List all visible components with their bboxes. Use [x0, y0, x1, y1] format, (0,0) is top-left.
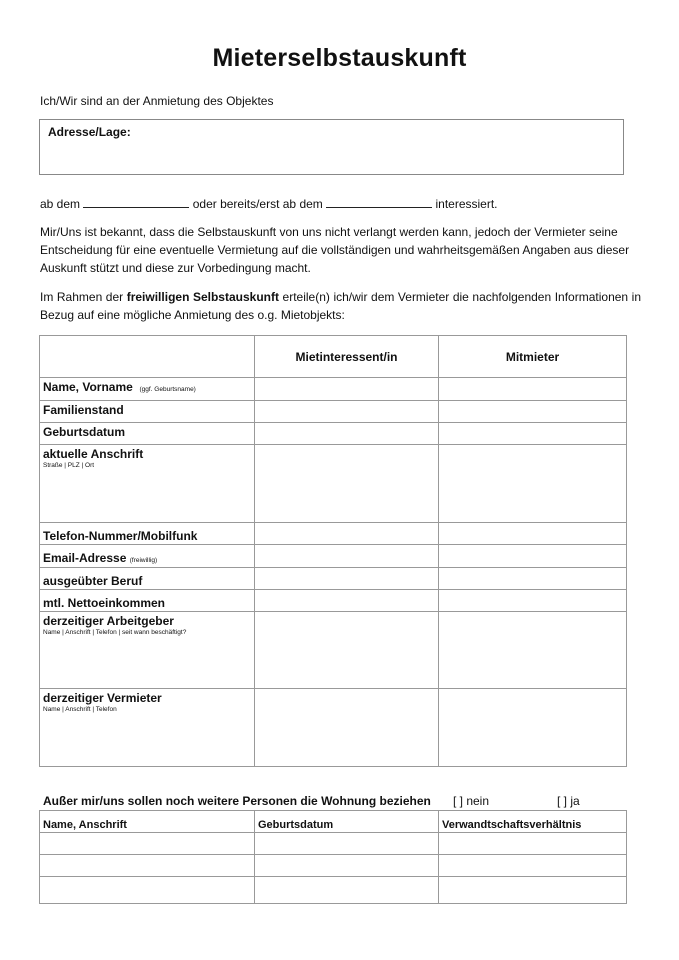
co-tenant-cell[interactable] — [439, 590, 627, 612]
applicant-cell[interactable] — [255, 545, 439, 568]
co-tenant-cell[interactable] — [439, 523, 627, 545]
header-co-tenant: Mitmieter — [439, 336, 627, 378]
address-field[interactable] — [39, 119, 624, 175]
table-row — [40, 689, 627, 767]
row-label-note: (ggf. Geburtsname) — [139, 386, 196, 393]
row-label-text: aktuelle Anschrift — [43, 447, 144, 461]
row-label-text: ausgeübter Beruf — [43, 574, 143, 588]
name-address-cell[interactable] — [40, 833, 255, 855]
applicant-cell[interactable] — [255, 378, 439, 401]
voluntary-paragraph — [40, 288, 641, 324]
row-label — [40, 612, 255, 689]
table-row — [40, 523, 627, 545]
row-label-text: Telefon-Nummer/Mobilfunk — [43, 529, 198, 543]
applicant-cell[interactable] — [255, 523, 439, 545]
row-label-text: Geburtsdatum — [43, 425, 126, 439]
applicant-cell[interactable] — [255, 612, 439, 689]
row-label-text: Email-Adresse — [43, 551, 127, 565]
row-label — [40, 590, 255, 612]
row-label — [40, 523, 255, 545]
disclaimer-line: Auskunft stützt und diese zur Vorbedingung macht. — [40, 261, 311, 275]
disclaimer-line: Mir/Uns ist bekannt, dass die Selbstauskunft von uns nicht verlangt werden kann, jedoch der Vermieter seine — [40, 225, 618, 239]
row-label — [40, 401, 255, 423]
table-row — [40, 855, 627, 877]
co-tenant-cell[interactable] — [439, 445, 627, 523]
date-suffix: interessiert. — [435, 197, 498, 211]
header-applicant: Mietinteressent/in — [255, 336, 439, 378]
header-empty-cell — [40, 336, 255, 378]
applicant-table — [39, 335, 627, 767]
table-row — [40, 401, 627, 423]
table-row — [40, 423, 627, 445]
birthdate-cell[interactable] — [255, 877, 439, 904]
applicant-cell[interactable] — [255, 445, 439, 523]
voluntary-line-1 — [40, 288, 641, 306]
table-row — [40, 545, 627, 568]
disclaimer-paragraph — [40, 223, 640, 277]
relationship-cell[interactable] — [439, 833, 627, 855]
date-line — [40, 195, 498, 213]
date-prefix: ab dem — [40, 197, 81, 211]
option-yes-checkbox[interactable]: [ ] ja — [557, 794, 580, 808]
co-tenant-cell[interactable] — [439, 423, 627, 445]
co-tenant-cell[interactable] — [439, 401, 627, 423]
row-label — [40, 545, 255, 568]
additional-persons-table — [39, 810, 627, 904]
question-text: Außer mir/uns sollen noch weitere Personen die Wohnung beziehen — [43, 794, 431, 808]
table-row — [40, 378, 627, 401]
start-date-blank[interactable] — [83, 195, 189, 208]
birthdate-cell[interactable] — [255, 855, 439, 877]
row-label — [40, 423, 255, 445]
row-label-sub: Name | Anschrift | Telefon — [43, 706, 117, 713]
name-address-cell[interactable] — [40, 855, 255, 877]
header-name-address: Name, Anschrift — [40, 811, 255, 833]
latest-date-blank[interactable] — [326, 195, 432, 208]
header-relationship: Verwandtschaftsverhältnis — [439, 811, 627, 833]
row-label-sub: Name | Anschrift | Telefon | seit wann beschäftigt? — [43, 629, 187, 636]
table-row — [40, 590, 627, 612]
table-row — [40, 612, 627, 689]
address-label: Adresse/Lage: — [48, 125, 131, 139]
header-birthdate: Geburtsdatum — [255, 811, 439, 833]
applicant-cell[interactable] — [255, 590, 439, 612]
persons-header-row — [40, 811, 627, 833]
voluntary-line-2: Bezug auf eine mögliche Anmietung des o.g. Mietobjekts: — [40, 308, 345, 322]
relationship-cell[interactable] — [439, 877, 627, 904]
option-no-checkbox[interactable]: [ ] nein — [453, 794, 490, 808]
row-label-text: derzeitiger Vermieter — [43, 691, 162, 705]
table-row — [40, 877, 627, 904]
row-label — [40, 568, 255, 590]
row-label-sub: Straße | PLZ | Ort — [43, 462, 95, 469]
row-label — [40, 689, 255, 767]
table-row — [40, 568, 627, 590]
co-tenant-cell[interactable] — [439, 612, 627, 689]
applicant-cell[interactable] — [255, 423, 439, 445]
table-header-row — [40, 336, 627, 378]
page-title: Mieterselbstauskunft — [212, 44, 467, 72]
row-label — [40, 378, 255, 401]
applicant-cell[interactable] — [255, 401, 439, 423]
applicant-cell[interactable] — [255, 689, 439, 767]
table-row — [40, 445, 627, 523]
co-tenant-cell[interactable] — [439, 689, 627, 767]
name-address-cell[interactable] — [40, 877, 255, 904]
co-tenant-cell[interactable] — [439, 545, 627, 568]
table-row — [40, 833, 627, 855]
row-label-text: derzeitiger Arbeitgeber — [43, 614, 174, 628]
voluntary-post: erteile(n) ich/wir dem Vermieter die nachfolgenden Informationen in — [282, 290, 641, 304]
disclaimer-line: Entscheidung für eine eventuelle Vermietung auf die vollständigen und wahrheitsgemäßen Angaben aus dieser — [40, 243, 630, 257]
additional-persons-question — [43, 794, 626, 808]
applicant-cell[interactable] — [255, 568, 439, 590]
row-label-text: mtl. Nettoeinkommen — [43, 596, 166, 610]
co-tenant-cell[interactable] — [439, 378, 627, 401]
relationship-cell[interactable] — [439, 855, 627, 877]
row-label-text: Familienstand — [43, 403, 124, 417]
birthdate-cell[interactable] — [255, 833, 439, 855]
row-label-note: (freiwillig) — [129, 557, 158, 564]
intro-text: Ich/Wir sind an der Anmietung des Objektes — [40, 94, 274, 108]
voluntary-bold: freiwilligen Selbstauskunft — [126, 290, 279, 304]
row-label — [40, 445, 255, 523]
row-label-text: Name, Vorname — [43, 380, 133, 394]
co-tenant-cell[interactable] — [439, 568, 627, 590]
voluntary-pre: Im Rahmen der — [40, 290, 124, 304]
date-middle: oder bereits/erst ab dem — [192, 197, 323, 211]
